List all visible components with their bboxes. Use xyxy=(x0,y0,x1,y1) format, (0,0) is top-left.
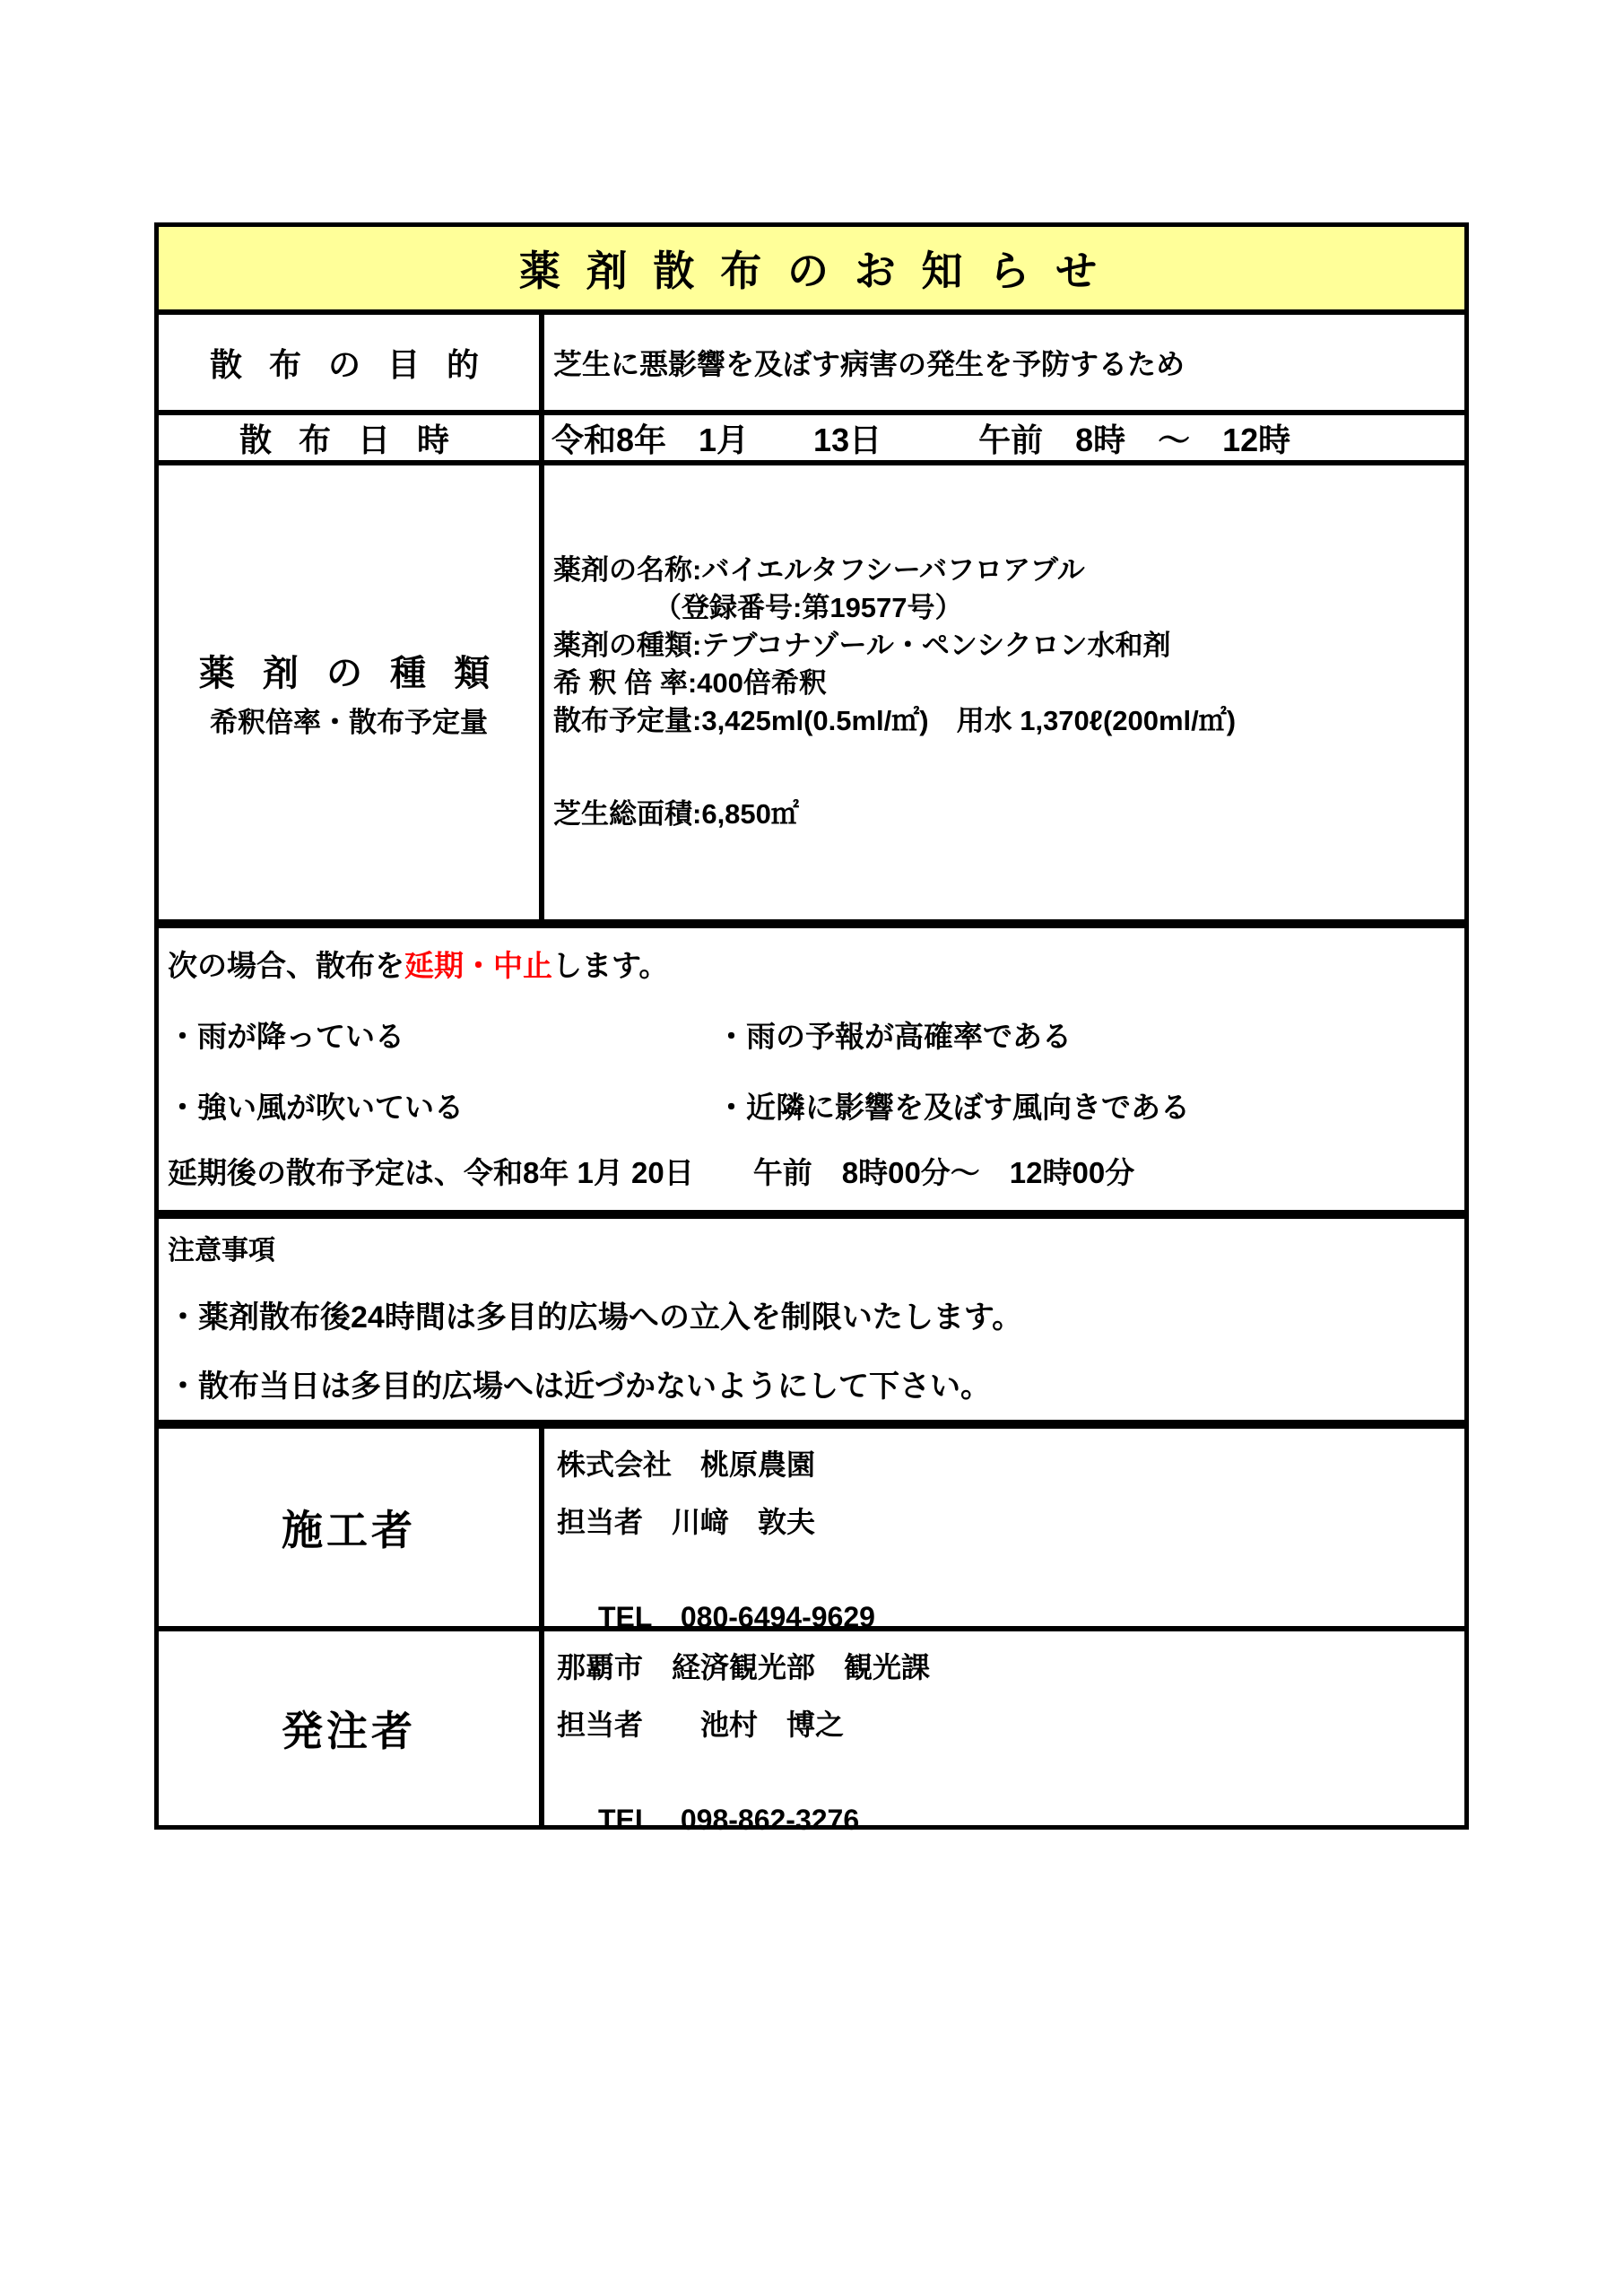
notes-heading: 注意事項 xyxy=(168,1236,275,1265)
contacts-table xyxy=(154,1424,1469,1836)
contractor-role: 施工者 xyxy=(159,1429,544,1626)
postpone-bullet-row xyxy=(168,1084,1455,1126)
bullet-wind-direction: ・近隣に影響を及ぼす風向きである xyxy=(716,1091,1190,1124)
bullet-forecast: ・雨の予報が高確率である xyxy=(716,1020,1072,1053)
notes-section xyxy=(154,1214,1469,1424)
chemical-details xyxy=(544,465,1464,919)
contractor-tel: TEL 080-6494-9629 xyxy=(598,1601,875,1633)
orderer-org: 那覇市 経済観光部 観光課 xyxy=(557,1651,931,1683)
orderer-details xyxy=(544,1631,1464,1836)
notice-document xyxy=(154,222,1469,1836)
postpone-heading-suffix: します。 xyxy=(552,949,669,982)
postpone-bullet-row xyxy=(168,1013,1455,1056)
row-datetime xyxy=(159,415,1464,465)
orderer-person: 担当者 池村 博之 xyxy=(557,1709,845,1741)
row-chemical xyxy=(159,465,1464,919)
postpone-heading-prefix: 次の場合、散布を xyxy=(168,949,404,982)
chemical-type-line: 薬剤の種類:テブコナゾール・ペンシクロン水和剤 xyxy=(553,630,1171,661)
datetime-value: 令和8年 1月 13日 午前 8時 ～ 12時 xyxy=(551,421,1291,458)
row-purpose xyxy=(159,315,1464,415)
postpone-reschedule-line: 延期後の散布予定は、令和8年 1月 20日 午前 8時00分～ 12時00分 xyxy=(168,1156,1135,1189)
postpone-heading xyxy=(168,943,1455,985)
purpose-label: 散 布 の 目 的 xyxy=(159,315,544,410)
contractor-org: 株式会社 桃原農園 xyxy=(557,1448,816,1481)
main-table xyxy=(154,222,1469,924)
chemical-label xyxy=(159,465,544,919)
contractor-person: 担当者 川﨑 敦夫 xyxy=(557,1506,816,1538)
page-title: 薬 剤 散 布 の お 知 ら せ xyxy=(159,227,1464,315)
orderer-row xyxy=(159,1631,1464,1836)
orderer-tel: TEL 098-862-3276 xyxy=(598,1804,860,1836)
lawn-area-line: 芝生総面積:6,850㎡ xyxy=(553,798,799,830)
chemical-label-sub: 希釈倍率・散布予定量 xyxy=(210,707,488,738)
note-item: ・散布当日は多目的広場へは近づかないようにして下さい。 xyxy=(168,1370,991,1404)
orderer-role: 発注者 xyxy=(159,1631,544,1825)
purpose-value: 芝生に悪影響を及ぼす病害の発生を予防するため xyxy=(553,348,1185,380)
dilution-rate-line: 希 釈 倍 率:400倍希釈 xyxy=(553,667,827,699)
contractor-row xyxy=(159,1429,1464,1631)
datetime-label: 散 布 日 時 xyxy=(159,415,544,460)
spray-amount-line: 散布予定量:3,425ml(0.5ml/㎡) 用水 1,370ℓ(200ml/㎡) xyxy=(553,705,1237,736)
chemical-label-main: 薬 剤 の 種 類 xyxy=(198,654,499,693)
chemical-registration-line: （登録番号:第19577号） xyxy=(654,592,963,623)
postpone-section xyxy=(154,924,1469,1214)
bullet-wind: ・強い風が吹いている xyxy=(168,1091,464,1124)
note-item: ・薬剤散布後24時間は多目的広場への立入を制限いたします。 xyxy=(168,1300,1023,1335)
chemical-name-line: 薬剤の名称:バイエルタフシーバフロアブル xyxy=(553,554,1085,586)
postpone-heading-red: 延期・中止 xyxy=(404,949,552,982)
contractor-details xyxy=(544,1429,1464,1633)
bullet-rain: ・雨が降っている xyxy=(168,1020,404,1053)
